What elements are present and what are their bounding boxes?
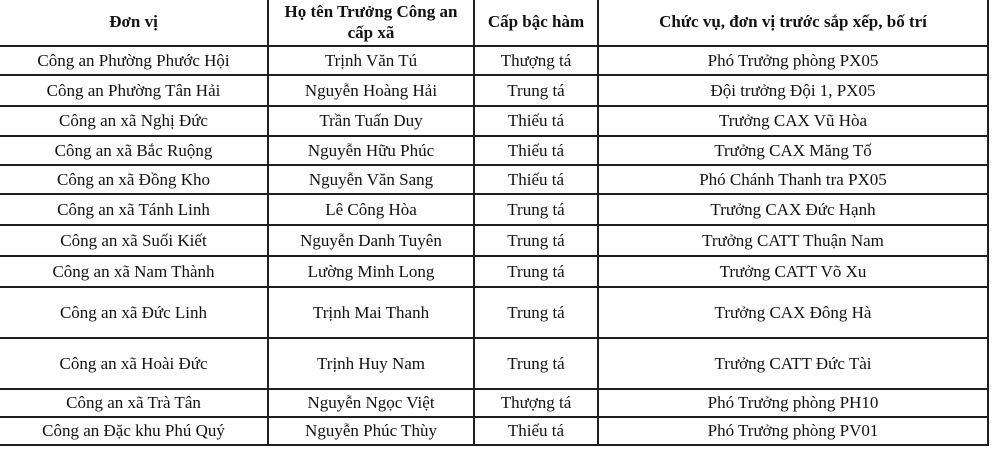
table-row	[0, 194, 988, 225]
cell-unit: Công an Đặc khu Phú Quý	[0, 417, 268, 445]
cell-name: Nguyễn Danh Tuyên	[268, 225, 474, 256]
cell-position: Trưởng CAX Đông Hà	[598, 287, 988, 338]
cell-name: Nguyễn Hoàng Hải	[268, 75, 474, 106]
cell-name: Lê Công Hòa	[268, 194, 474, 225]
cell-name: Nguyễn Phúc Thùy	[268, 417, 474, 445]
header-name: Họ tên Trưởng Công an cấp xã	[268, 0, 474, 46]
cell-unit: Công an xã Bắc Ruộng	[0, 136, 268, 165]
cell-position: Trưởng CATT Võ Xu	[598, 256, 988, 287]
table-row	[0, 338, 988, 389]
table-row	[0, 256, 988, 287]
cell-rank: Trung tá	[474, 338, 598, 389]
cell-name: Trịnh Mai Thanh	[268, 287, 474, 338]
cell-rank: Thiếu tá	[474, 136, 598, 165]
cell-unit: Công an xã Tánh Linh	[0, 194, 268, 225]
cell-position: Trưởng CAX Măng Tố	[598, 136, 988, 165]
cell-name: Lường Minh Long	[268, 256, 474, 287]
table-row	[0, 136, 988, 165]
cell-unit: Công an xã Nghị Đức	[0, 106, 268, 136]
cell-name: Trần Tuấn Duy	[268, 106, 474, 136]
cell-position: Phó Chánh Thanh tra PX05	[598, 165, 988, 194]
cell-rank: Thiếu tá	[474, 165, 598, 194]
cell-rank: Trung tá	[474, 225, 598, 256]
cell-position: Phó Trưởng phòng PX05	[598, 46, 988, 75]
table-row	[0, 75, 988, 106]
cell-rank: Thượng tá	[474, 389, 598, 417]
cell-unit: Công an xã Trà Tân	[0, 389, 268, 417]
cell-rank: Trung tá	[474, 75, 598, 106]
cell-rank: Thiếu tá	[474, 417, 598, 445]
table-row	[0, 225, 988, 256]
header-unit: Đơn vị	[0, 0, 268, 46]
cell-name: Nguyễn Văn Sang	[268, 165, 474, 194]
cell-position: Phó Trưởng phòng PH10	[598, 389, 988, 417]
cell-position: Đội trưởng Đội 1, PX05	[598, 75, 988, 106]
cell-rank: Trung tá	[474, 256, 598, 287]
table-row	[0, 417, 988, 445]
cell-unit: Công an Phường Phước Hội	[0, 46, 268, 75]
cell-position: Trưởng CATT Thuận Nam	[598, 225, 988, 256]
cell-unit: Công an xã Đồng Kho	[0, 165, 268, 194]
cell-unit: Công an xã Suối Kiết	[0, 225, 268, 256]
header-rank: Cấp bậc hàm	[474, 0, 598, 46]
cell-name: Nguyễn Ngọc Việt	[268, 389, 474, 417]
cell-unit: Công an xã Hoài Đức	[0, 338, 268, 389]
table-row	[0, 106, 988, 136]
header-position: Chức vụ, đơn vị trước sắp xếp, bố trí	[598, 0, 988, 46]
cell-rank: Thượng tá	[474, 46, 598, 75]
table-header-row	[0, 0, 988, 46]
cell-rank: Trung tá	[474, 287, 598, 338]
cell-name: Trịnh Văn Tú	[268, 46, 474, 75]
cell-position: Trưởng CAX Đức Hạnh	[598, 194, 988, 225]
table-row	[0, 287, 988, 338]
cell-unit: Công an xã Nam Thành	[0, 256, 268, 287]
cell-position: Phó Trưởng phòng PV01	[598, 417, 988, 445]
cell-name: Trịnh Huy Nam	[268, 338, 474, 389]
cell-position: Trưởng CAX Vũ Hòa	[598, 106, 988, 136]
cell-rank: Thiếu tá	[474, 106, 598, 136]
cell-unit: Công an xã Đức Linh	[0, 287, 268, 338]
table-row	[0, 389, 988, 417]
cell-rank: Trung tá	[474, 194, 598, 225]
table-row	[0, 165, 988, 194]
cell-name: Nguyễn Hữu Phúc	[268, 136, 474, 165]
table-row	[0, 46, 988, 75]
cell-unit: Công an Phường Tân Hải	[0, 75, 268, 106]
cell-position: Trưởng CATT Đức Tài	[598, 338, 988, 389]
